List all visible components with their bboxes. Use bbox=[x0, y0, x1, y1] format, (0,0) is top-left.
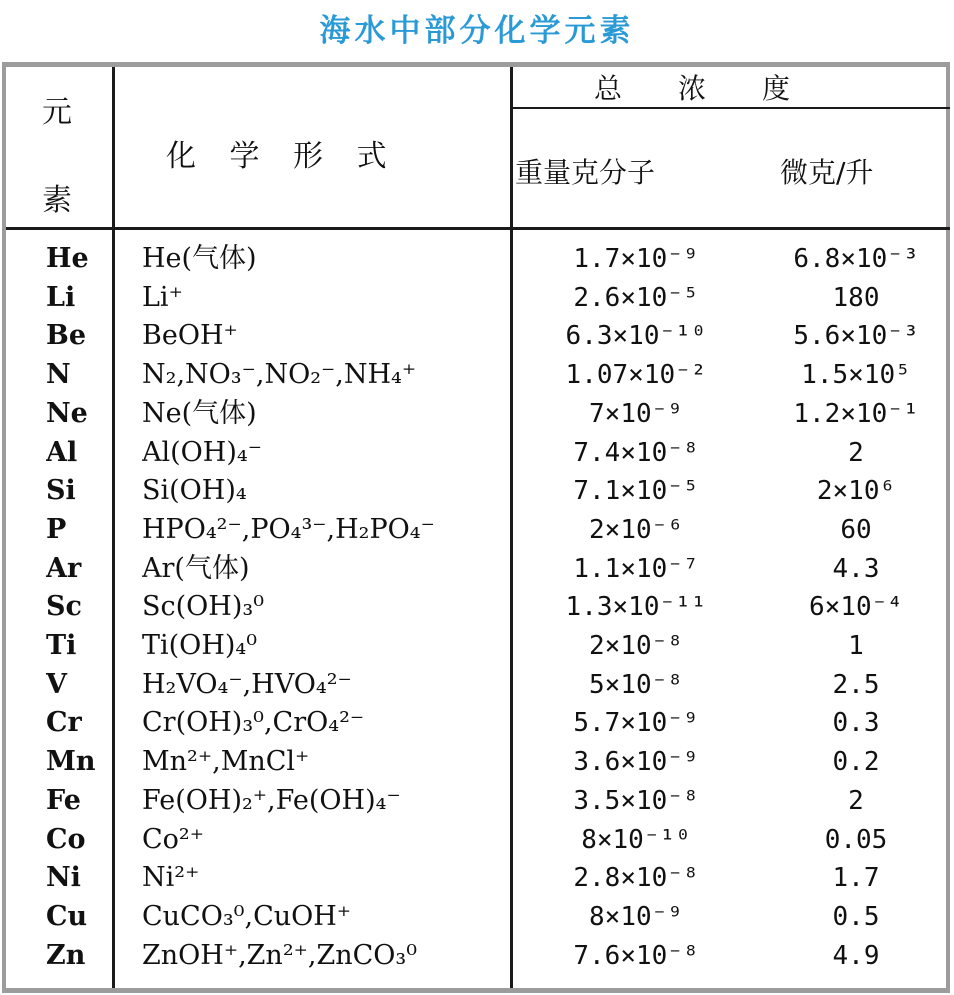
cell-ug-per-l: 4.9 bbox=[832, 940, 880, 971]
table-row bbox=[6, 859, 954, 898]
cell-chemical-form: Al(OH)₄⁻ bbox=[142, 436, 262, 468]
cell-ug-per-l: 0.2 bbox=[832, 747, 880, 778]
cell-element: Al bbox=[46, 436, 78, 468]
table-row bbox=[6, 821, 954, 860]
table-row bbox=[6, 704, 954, 743]
table-row bbox=[6, 317, 954, 356]
cell-chemical-form: HPO₄²⁻,PO₄³⁻,H₂PO₄⁻ bbox=[142, 513, 435, 545]
cell-ug-per-l: 4.3 bbox=[832, 553, 880, 584]
cell-chemical-form: CuCO₃⁰,CuOH⁺ bbox=[142, 900, 352, 932]
cell-chemical-form: Ni²⁺ bbox=[142, 862, 200, 894]
cell-mol: 2.6×10⁻⁵ bbox=[573, 282, 699, 313]
header-subdivider bbox=[513, 107, 950, 109]
header-chemical-form: 化 学 形 式 bbox=[166, 139, 399, 174]
page-title: 海水中部分化学元素 bbox=[319, 13, 635, 49]
header-bottom-rule bbox=[6, 227, 950, 230]
cell-mol: 5×10⁻⁸ bbox=[589, 669, 683, 700]
cell-mol: 1.07×10⁻² bbox=[565, 360, 707, 391]
cell-mol: 7×10⁻⁹ bbox=[589, 398, 683, 429]
cell-mol: 8×10⁻⁹ bbox=[589, 901, 683, 932]
cell-element: Mn bbox=[46, 746, 96, 778]
cell-ug-per-l: 1.7 bbox=[832, 863, 880, 894]
cell-element: Cr bbox=[46, 707, 82, 739]
cell-ug-per-l: 5.6×10⁻³ bbox=[793, 321, 919, 352]
cell-chemical-form: Ti(OH)₄⁰ bbox=[142, 630, 258, 661]
table-frame bbox=[2, 62, 950, 993]
cell-mol: 2.8×10⁻⁸ bbox=[573, 863, 699, 894]
cell-element: Li bbox=[46, 281, 76, 313]
cell-mol: 6.3×10⁻¹⁰ bbox=[565, 321, 707, 352]
cell-chemical-form: Co²⁺ bbox=[142, 823, 204, 855]
cell-mol: 2×10⁻⁸ bbox=[589, 631, 683, 661]
header-element-top: 元 bbox=[42, 95, 72, 130]
cell-chemical-form: Ar(气体) bbox=[142, 552, 250, 584]
cell-ug-per-l: 1.2×10⁻¹ bbox=[793, 398, 919, 429]
cell-ug-per-l: 1.5×10⁵ bbox=[801, 360, 911, 391]
table-row bbox=[6, 279, 954, 318]
table-row bbox=[6, 511, 954, 550]
cell-ug-per-l: 1 bbox=[848, 631, 864, 661]
table-row bbox=[6, 240, 954, 279]
table-row bbox=[6, 937, 954, 976]
cell-chemical-form: H₂VO₄⁻,HVO₄²⁻ bbox=[142, 668, 352, 700]
table-row bbox=[6, 356, 954, 395]
header-ug-per-l: 微克/升 bbox=[780, 156, 874, 189]
cell-element: He bbox=[46, 243, 89, 274]
cell-ug-per-l: 0.05 bbox=[824, 824, 888, 855]
cell-chemical-form: Li⁺ bbox=[142, 281, 183, 313]
cell-mol: 8×10⁻¹⁰ bbox=[581, 824, 691, 855]
cell-element: Ti bbox=[46, 630, 77, 661]
cell-element: N bbox=[46, 359, 71, 391]
cell-chemical-form: Ne(气体) bbox=[142, 397, 257, 429]
cell-mol: 7.1×10⁻⁵ bbox=[573, 476, 699, 507]
cell-element: P bbox=[46, 513, 67, 545]
cell-element: Si bbox=[46, 475, 76, 507]
cell-mol: 3.6×10⁻⁹ bbox=[573, 747, 699, 778]
cell-chemical-form: BeOH⁺ bbox=[142, 320, 238, 352]
cell-ug-per-l: 2 bbox=[848, 437, 864, 468]
cell-ug-per-l: 0.3 bbox=[832, 708, 880, 739]
cell-ug-per-l: 180 bbox=[832, 282, 880, 313]
cell-element: Co bbox=[46, 823, 86, 855]
cell-element: Zn bbox=[46, 939, 86, 971]
table-row bbox=[6, 782, 954, 821]
cell-element: Be bbox=[46, 320, 86, 352]
cell-ug-per-l: 60 bbox=[840, 514, 872, 545]
cell-chemical-form: N₂,NO₃⁻,NO₂⁻,NH₄⁺ bbox=[142, 359, 417, 391]
cell-element: Sc bbox=[46, 591, 82, 623]
table-row bbox=[6, 627, 954, 666]
cell-ug-per-l: 6.8×10⁻³ bbox=[793, 244, 919, 274]
table-row bbox=[6, 395, 954, 434]
cell-ug-per-l: 2.5 bbox=[832, 669, 880, 700]
table-row bbox=[6, 434, 954, 473]
cell-mol: 7.4×10⁻⁸ bbox=[573, 437, 699, 468]
cell-chemical-form: ZnOH⁺,Zn²⁺,ZnCO₃⁰ bbox=[142, 939, 418, 971]
cell-chemical-form: He(气体) bbox=[142, 243, 257, 274]
table-row bbox=[6, 743, 954, 782]
cell-mol: 1.7×10⁻⁹ bbox=[573, 244, 699, 274]
cell-mol: 7.6×10⁻⁸ bbox=[573, 940, 699, 971]
cell-element: Cu bbox=[46, 900, 88, 932]
cell-mol: 3.5×10⁻⁸ bbox=[573, 785, 699, 816]
table-row bbox=[6, 666, 954, 705]
cell-ug-per-l: 0.5 bbox=[832, 901, 880, 932]
cell-element: V bbox=[46, 668, 67, 700]
cell-chemical-form: Cr(OH)₃⁰,CrO₄²⁻ bbox=[142, 707, 365, 739]
table-row bbox=[6, 550, 954, 589]
header-element-bottom: 素 bbox=[42, 183, 72, 218]
cell-element: Fe bbox=[46, 784, 81, 816]
header-mol: 重量克分子 bbox=[515, 156, 656, 189]
cell-element: Ar bbox=[46, 552, 82, 584]
cell-ug-per-l: 2×10⁶ bbox=[816, 476, 896, 507]
cell-mol: 5.7×10⁻⁹ bbox=[573, 708, 699, 739]
cell-chemical-form: Mn²⁺,MnCl⁺ bbox=[142, 746, 310, 778]
table-row bbox=[6, 472, 954, 511]
header-total-concentration: 总 浓 度 bbox=[594, 72, 791, 105]
table-row bbox=[6, 898, 954, 937]
cell-ug-per-l: 2 bbox=[848, 785, 864, 816]
cell-chemical-form: Si(OH)₄ bbox=[142, 475, 247, 507]
cell-element: Ni bbox=[46, 862, 81, 894]
cell-ug-per-l: 6×10⁻⁴ bbox=[809, 592, 903, 623]
cell-element: Ne bbox=[46, 397, 88, 429]
cell-mol: 1.3×10⁻¹¹ bbox=[565, 592, 707, 623]
cell-mol: 1.1×10⁻⁷ bbox=[573, 553, 699, 584]
table-row bbox=[6, 588, 954, 627]
cell-chemical-form: Sc(OH)₃⁰ bbox=[142, 591, 265, 623]
cell-chemical-form: Fe(OH)₂⁺,Fe(OH)₄⁻ bbox=[142, 784, 401, 816]
cell-mol: 2×10⁻⁶ bbox=[589, 514, 683, 545]
